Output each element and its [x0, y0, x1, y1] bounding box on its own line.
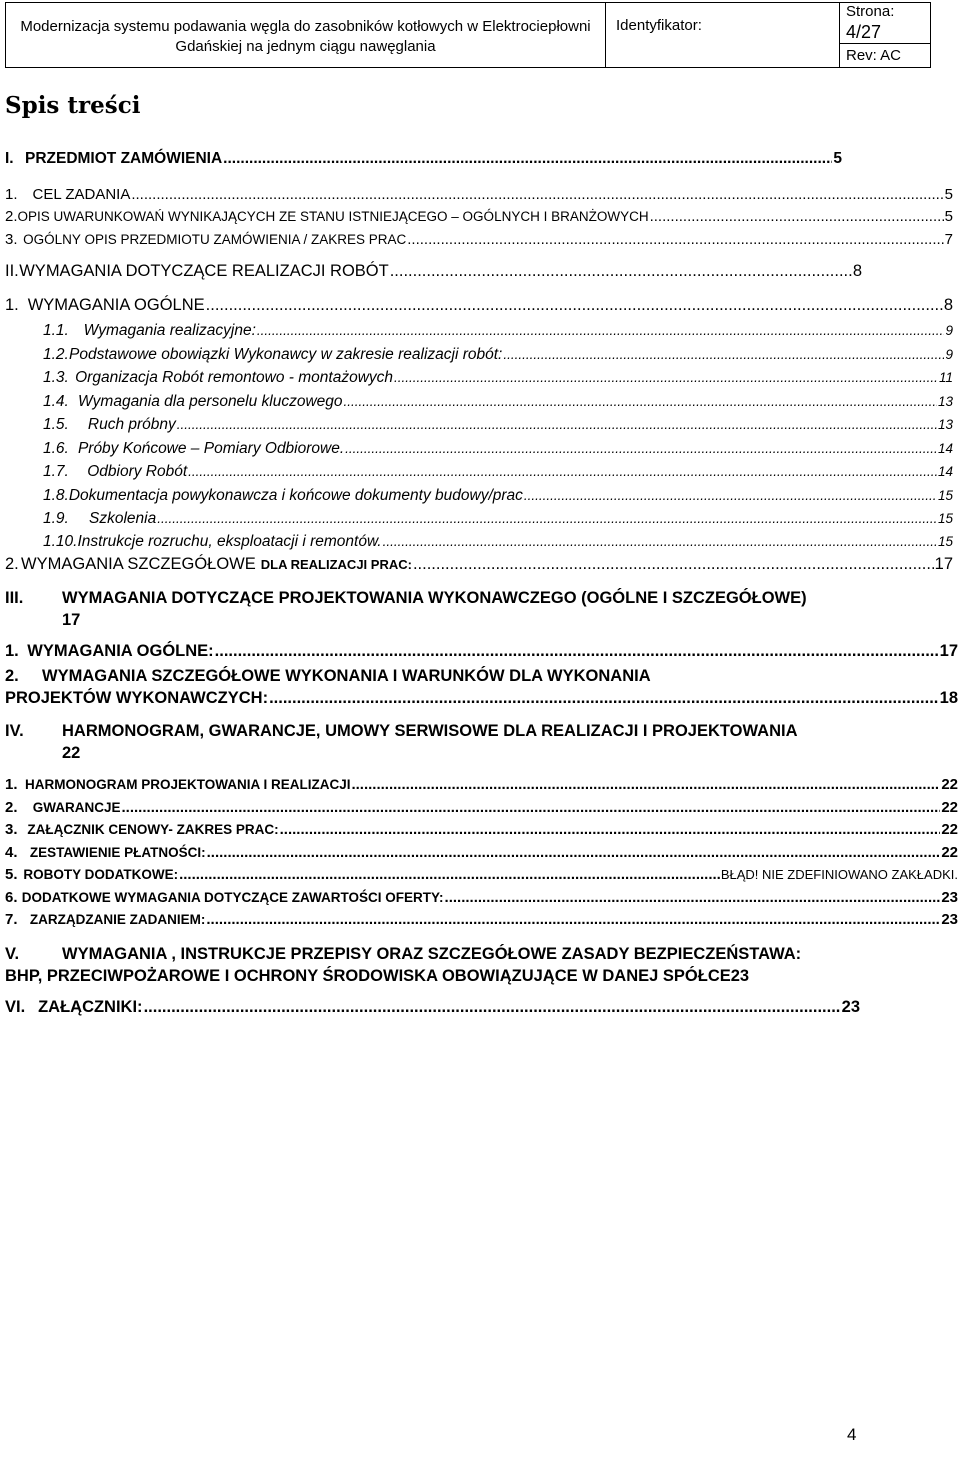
toc-entry[interactable] [43, 510, 953, 528]
toc-entry-page: 8 [943, 296, 953, 314]
toc-entry-number: 1.10. [43, 533, 78, 550]
toc-entry-text: Wymagania realizacyjne: [83, 322, 256, 339]
toc-entry-text: HARMONOGRAM, GWARANCJE, UMOWY SERWISOWE DLA REALIZACJI I PROJEKTOWANIA [62, 722, 798, 740]
toc-entry-text: WYMAGANIA DOTYCZĄCE REALIZACJI ROBÓT [19, 262, 389, 280]
toc-entry-page: 22 [62, 744, 81, 762]
toc-entry-number: V. [5, 945, 20, 963]
toc-entry[interactable] [43, 393, 953, 411]
toc-entry-text: Wymagania dla personelu kluczowego [78, 393, 343, 410]
toc-entry-page: 22 [941, 821, 958, 838]
toc-entry-page: 17 [939, 642, 958, 660]
toc-entry-number: 1.3. [43, 369, 69, 386]
toc-entry-number: 2. [5, 208, 18, 225]
toc-entry-number: 1.8. [43, 487, 69, 504]
toc-entry[interactable] [5, 208, 953, 225]
toc-entry-page: 9 [945, 323, 953, 338]
toc-entry-number: 5. [5, 866, 18, 883]
toc-entry[interactable] [43, 346, 953, 364]
document-title-line-1: Modernizacja systemu podawania węgla do zasobników kotłowych w Elektrociepłowni [20, 18, 591, 35]
toc-leader [413, 555, 934, 574]
toc-entry-number: 6. [5, 889, 18, 906]
toc-entry-text: Dokumentacja powykonawcza i końcowe dokumenty budowy/prac [68, 487, 523, 504]
toc-entry[interactable] [5, 844, 958, 861]
toc-entry[interactable] [5, 799, 958, 816]
toc-entry-text: Odbiory Robót [87, 463, 188, 480]
toc-leader [207, 844, 941, 861]
toc-entry-number: IV. [5, 722, 24, 740]
toc-leader [215, 642, 939, 661]
toc-leader [257, 323, 945, 338]
toc-leader [157, 511, 937, 526]
toc-entry-page: 17 [934, 555, 953, 573]
toc-entry-text-continued: PROJEKTÓW WYKONAWCZYCH: [5, 689, 269, 707]
toc-entry-text: Instrukcje rozruchu, eksploatacji i remontów. [77, 533, 382, 550]
toc-entry-text: Szkolenia [89, 510, 157, 527]
toc-entry-page: 11 [938, 370, 953, 385]
revision: Rev: AC [846, 47, 902, 64]
toc-entry-page: 14 [937, 464, 953, 479]
toc-leader [223, 150, 832, 168]
toc-entry-continuation [5, 687, 958, 709]
toc-entry-page: 7 [944, 231, 953, 248]
toc-entry[interactable] [5, 998, 860, 1017]
toc-entry-number: 1.6. [43, 440, 69, 457]
toc-entry-page: 5 [833, 150, 842, 167]
toc-entry-text: WYMAGANIA OGÓLNE: [27, 642, 214, 660]
toc-entry-number: 3. [5, 231, 18, 248]
toc-entry-page: 13 [937, 394, 953, 409]
document-title-line-2: Gdańskiej na jednym ciągu nawęglania [175, 38, 436, 55]
toc-entry-number: 1.9. [43, 510, 69, 527]
toc-entry[interactable] [5, 262, 862, 281]
toc-entry-text-continued-wrap [5, 965, 749, 987]
toc-leader [280, 821, 941, 838]
toc-title: Spis treści [5, 92, 141, 119]
toc-entry[interactable] [43, 440, 953, 458]
toc-entry[interactable] [43, 487, 953, 505]
toc-entry-page: 23 [941, 911, 958, 928]
toc-entry-page: 5 [944, 208, 953, 225]
toc-leader [344, 394, 937, 409]
toc-entry-number: 2. [5, 555, 19, 573]
toc-entry-text: Ruch próbny [87, 416, 176, 433]
toc-entry-number: 7. [5, 911, 18, 928]
toc-entry-page: 15 [937, 534, 953, 549]
toc-entry-text: ZAŁĄCZNIK CENOWY- ZAKRES PRAC: [27, 822, 279, 837]
page-number: 4 [847, 1425, 857, 1444]
toc-leader [177, 417, 937, 432]
toc-entry-page: BŁĄD! NIE ZDEFINIOWANO ZAKŁADKI. [720, 867, 958, 882]
toc-entry-text: DODATKOWE WYMAGANIA DOTYCZĄCE ZAWARTOŚCI OFERTY: [21, 890, 444, 905]
toc-entry-text: WYMAGANIA SZCZEGÓŁOWE WYKONANIA I WARUNKÓW DLA WYKONANIA [42, 667, 651, 685]
toc-entry-page: 14 [937, 441, 953, 456]
toc-entry[interactable] [43, 533, 953, 551]
toc-entry[interactable] [5, 555, 953, 574]
toc-entry-text-small: DLA REALIZACJI PRAC: [260, 557, 412, 572]
toc-leader [390, 262, 852, 281]
toc-entry-page: 23 [941, 889, 958, 906]
toc-entry-number: II. [5, 262, 19, 280]
toc-entry-text: Podstawowe obowiązki Wykonawcy w zakresie realizacji robót: [69, 346, 503, 363]
toc-entry-page: 17 [62, 611, 81, 629]
toc-entry-text-continued: BHP, PRZECIWPOŻAROWE I OCHRONY ŚRODOWISKA OBOWIĄZUJĄCE W DANEJ SPÓŁCE [5, 967, 731, 985]
identifier-label: Identyfikator: [616, 17, 702, 34]
toc-entry-number: 3. [5, 821, 18, 838]
toc-entry-number: 1.2. [43, 346, 69, 363]
toc-entry-number: 2. [5, 799, 18, 816]
toc-entry-number: 1. [5, 642, 19, 660]
toc-entry[interactable] [5, 776, 958, 793]
toc-entry-number: 1.1. [43, 322, 69, 339]
toc-entry-text: HARMONOGRAM PROJEKTOWANIA I REALIZACJI [24, 777, 351, 792]
toc-entry-page: 15 [937, 511, 953, 526]
toc-leader [188, 464, 937, 479]
toc-entry[interactable] [43, 369, 953, 387]
page-label: Strona: [846, 3, 895, 20]
toc-entry[interactable] [5, 866, 958, 883]
toc-entry-number: 2. [5, 667, 19, 685]
toc-leader [122, 799, 941, 816]
toc-entry-text: Próby Końcowe – Pomiary Odbiorowe. [77, 440, 345, 457]
toc-entry-text: ZAŁĄCZNIKI: [38, 998, 143, 1016]
toc-entry-number: 4. [5, 844, 18, 861]
toc-entry-number: VI. [5, 998, 26, 1016]
toc-entry-text: WYMAGANIA OGÓLNE [27, 296, 205, 314]
toc-entry[interactable] [43, 416, 953, 434]
toc-entry[interactable] [5, 665, 958, 709]
toc-entry-text: GWARANCJE [32, 800, 121, 815]
toc-entry-number: 1. [5, 776, 18, 793]
toc-leader [524, 488, 937, 503]
toc-leader [179, 866, 720, 883]
toc-entry-number: 1. [5, 186, 18, 203]
toc-entry-text: CEL ZADANIA [32, 186, 131, 203]
toc-entry[interactable] [5, 821, 958, 838]
toc-entry-text: Organizacja Robót remontowo - montażowych [75, 369, 394, 386]
toc-leader [269, 687, 939, 709]
toc-entry-number: 1.5. [43, 416, 69, 433]
toc-entry[interactable] [43, 322, 953, 340]
toc-entry-text: WYMAGANIA SZCZEGÓŁOWE [21, 555, 256, 573]
toc-entry-number: 1.7. [43, 463, 69, 480]
toc-entry[interactable] [5, 150, 842, 168]
toc-leader [383, 534, 937, 549]
toc-leader [206, 296, 943, 315]
toc-entry-text: WYMAGANIA , INSTRUKCJE PRZEPISY ORAZ SZCZEGÓŁOWE ZASADY BEZPIECZEŃSTAWA: [62, 945, 802, 963]
toc-entry-number: I. [5, 150, 14, 167]
toc-entry-text: ROBOTY DODATKOWE: [23, 867, 179, 882]
toc-leader [206, 911, 940, 928]
toc-entry-page: 9 [945, 347, 953, 362]
toc-entry[interactable] [5, 186, 953, 203]
toc-entry-text: OGÓLNY OPIS PRZEDMIOTU ZAMÓWIENIA / ZAKRES PRAC [23, 232, 407, 247]
toc-entry-page: 8 [852, 262, 862, 280]
toc-entry-number: III. [5, 589, 24, 607]
toc-entry-page: 23 [841, 998, 860, 1016]
toc-leader [650, 208, 944, 225]
toc-entry-page: 22 [941, 776, 958, 793]
toc-leader [351, 776, 940, 793]
toc-entry-text: OPIS UWARUNKOWAŃ WYNIKAJĄCYCH ZE STANU ISTNIEJĄCEGO – OGÓLNYCH I BRANŻOWYCH [17, 209, 649, 224]
toc-entry[interactable] [43, 463, 953, 481]
toc-entry[interactable] [5, 296, 953, 315]
toc-entry-page: 13 [937, 417, 953, 432]
toc-entry-page: 15 [937, 488, 953, 503]
toc-leader [503, 347, 944, 362]
page-counter: 4/27 [846, 22, 882, 42]
toc-entry-page: 22 [941, 844, 958, 861]
toc-leader [394, 370, 938, 385]
toc-entry-text: ZESTAWIENIE PŁATNOŚCI: [29, 845, 206, 860]
toc-entry-page: 22 [941, 799, 958, 816]
toc-entry-text: ZARZĄDZANIE ZADANIEM: [29, 912, 206, 927]
toc-leader [131, 186, 943, 203]
toc-leader [407, 231, 943, 248]
toc-entry-page: 23 [730, 967, 750, 985]
toc-entry-page: 5 [944, 186, 953, 203]
toc-entry-text: WYMAGANIA DOTYCZĄCE PROJEKTOWANIA WYKONAWCZEGO (OGÓLNE I SZCZEGÓŁOWE) [62, 589, 807, 607]
toc-entry[interactable] [5, 889, 958, 906]
toc-leader [445, 889, 941, 906]
toc-entry-number: 1. [5, 296, 19, 314]
toc-entry[interactable] [5, 911, 958, 928]
toc-entry-number: 1.4. [43, 393, 69, 410]
toc-entry-page: 18 [939, 689, 958, 707]
toc-leader [144, 998, 841, 1017]
toc-entry[interactable] [5, 642, 958, 661]
toc-entry-text: PRZEDMIOT ZAMÓWIENIA [24, 150, 223, 167]
toc-entry[interactable] [5, 231, 953, 248]
toc-leader [345, 441, 937, 456]
